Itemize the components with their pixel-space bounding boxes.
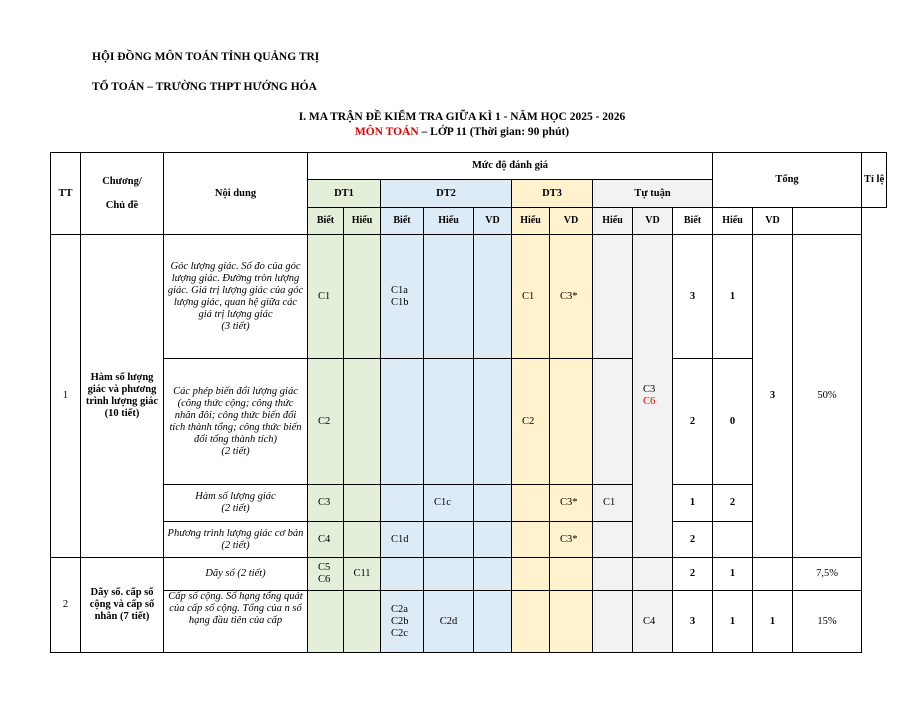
dt1-biet-header: Biết <box>308 208 344 235</box>
dt3-vd-cell: C3* <box>550 485 593 522</box>
dt2-hieu-cell <box>424 558 474 591</box>
dt3-hieu-cell <box>512 522 550 558</box>
total-hieu-cell: 1 <box>713 235 753 359</box>
dt2-biet-cell: C2a C2b C2c <box>381 591 424 653</box>
table-row <box>51 235 887 359</box>
content-description: Dãy số (2 tiết) <box>164 558 308 591</box>
table-row <box>51 558 887 591</box>
assessment-matrix-table <box>50 152 887 653</box>
dt3-hieu-header: Hiểu <box>512 208 550 235</box>
tutuan-hieu-header: Hiểu <box>593 208 633 235</box>
col-chapter-header: Chương/ Chủ đề <box>81 153 164 235</box>
tutuan-vd-cell: C4 <box>633 591 673 653</box>
group-tu-tuan: Tự tuận <box>593 180 713 208</box>
total-biet-cell: 1 <box>673 485 713 522</box>
content-description: Phương trình lượng giác cơ bản (2 tiết) <box>164 522 308 558</box>
dt3-vd-cell <box>550 359 593 485</box>
row-number: 2 <box>51 558 81 653</box>
dt3-hieu-cell: C1 <box>512 235 550 359</box>
col-content-header: Nội dung <box>164 153 308 235</box>
content-description: Hàm số lượng giác (2 tiết) <box>164 485 308 522</box>
dt1-hieu-cell <box>344 522 381 558</box>
dt3-vd-cell <box>550 591 593 653</box>
chapter-name: Hàm số lượng giác và phương trình lượng giác (10 tiết) <box>81 235 164 558</box>
dt2-vd-cell <box>474 591 512 653</box>
dt2-hieu-cell <box>424 235 474 359</box>
total-biet-cell: 2 <box>673 522 713 558</box>
ratio-cell: 15% <box>793 591 862 653</box>
dt3-vd-cell: C3* <box>550 235 593 359</box>
row-number: 1 <box>51 235 81 558</box>
content-description: Góc lượng giác. Số đo của góc lượng giác. Đường tròn lượng giác. Giá trị lượng giác của góc lượng giác, quan hệ giữa các giá trị lượng giác (3 tiết) <box>164 235 308 359</box>
dt2-hieu-cell: C2d <box>424 591 474 653</box>
dt1-hieu-cell <box>344 235 381 359</box>
group-dt2: DT2 <box>381 180 512 208</box>
dt1-hieu-cell <box>344 485 381 522</box>
total-biet-cell: 2 <box>673 359 713 485</box>
dt1-hieu-header: Hiểu <box>344 208 381 235</box>
total-vd-cell: 3 <box>753 235 793 558</box>
dt2-vd-cell <box>474 558 512 591</box>
tutuan-hieu-cell: C1 <box>593 485 633 522</box>
tutuan-hieu-cell <box>593 558 633 591</box>
total-hieu-cell: 2 <box>713 485 753 522</box>
tutuan-hieu-cell <box>593 359 633 485</box>
total-vd-cell <box>753 558 793 591</box>
group-dt3: DT3 <box>512 180 593 208</box>
dt2-vd-cell <box>474 359 512 485</box>
dt3-hieu-cell <box>512 485 550 522</box>
dt2-biet-cell <box>381 359 424 485</box>
total-hieu-cell: 1 <box>713 558 753 591</box>
dt2-biet-cell <box>381 485 424 522</box>
dt1-biet-cell: C3 <box>308 485 344 522</box>
dt1-biet-cell: C4 <box>308 522 344 558</box>
dt1-hieu-cell <box>344 359 381 485</box>
total-hieu-cell: 1 <box>713 591 753 653</box>
dt2-biet-cell <box>381 558 424 591</box>
dt2-hieu-cell <box>424 522 474 558</box>
dt2-biet-cell: C1a C1b <box>381 235 424 359</box>
tutuan-vd-cell <box>633 235 673 558</box>
dt3-hieu-cell <box>512 591 550 653</box>
total-hieu-cell: 0 <box>713 359 753 485</box>
dt1-hieu-cell <box>344 591 381 653</box>
tutuan-vd-header: VD <box>633 208 673 235</box>
ratio-header: Tỉ lệ <box>862 153 887 208</box>
dt1-biet-cell: C2 <box>308 359 344 485</box>
document-title: I. MA TRẬN ĐỀ KIỂM TRA GIỮA KÌ 1 - NĂM HỌC 2025 - 2026 <box>298 111 626 123</box>
subtitle-rest: – LỚP 11 (Thời gian: 90 phút) <box>418 126 570 138</box>
total-biet-header: Biết <box>673 208 713 235</box>
ratio-cell: 7,5% <box>793 558 862 591</box>
dt2-hieu-header: Hiểu <box>424 208 474 235</box>
dt2-vd-header: VD <box>474 208 512 235</box>
dt3-hieu-cell <box>512 558 550 591</box>
dt3-vd-header: VD <box>550 208 593 235</box>
total-header: Tổng <box>713 153 862 208</box>
council-header: HỘI ĐỒNG MÔN TOÁN TỈNH QUẢNG TRỊ <box>92 51 320 63</box>
dt2-hieu-cell <box>424 359 474 485</box>
ratio-cell: 50% <box>793 235 862 558</box>
tutuan-vd-value: C3 <box>643 384 656 395</box>
table-row <box>51 591 887 653</box>
total-hieu-header: Hiểu <box>713 208 753 235</box>
dt2-vd-cell <box>474 522 512 558</box>
total-vd-header: VD <box>753 208 793 235</box>
ratio-subheader <box>793 208 862 235</box>
school-header: TỔ TOÁN – TRƯỜNG THPT HƯỚNG HÓA <box>92 81 317 93</box>
dt2-vd-cell <box>474 485 512 522</box>
col-tt-header: TT <box>51 153 81 235</box>
assessment-level-header: Mức độ đánh giá <box>308 153 713 180</box>
document-subtitle <box>0 126 924 138</box>
tutuan-vd-cell <box>633 558 673 591</box>
header-row-1 <box>51 153 887 180</box>
dt2-biet-cell: C1d <box>381 522 424 558</box>
tutuan-vd-highlight: C6 <box>643 396 656 407</box>
tutuan-hieu-cell <box>593 235 633 359</box>
content-description: Các phép biến đổi lượng giác (công thức cộng; công thức nhân đôi; công thức biến đổi tích thành tổng; công thức biến đổi tổng thành tích) (2 tiết) <box>164 359 308 485</box>
dt3-vd-cell <box>550 558 593 591</box>
dt1-biet-cell: C5 C6 <box>308 558 344 591</box>
total-biet-cell: 3 <box>673 235 713 359</box>
dt2-vd-cell <box>474 235 512 359</box>
total-biet-cell: 2 <box>673 558 713 591</box>
dt1-biet-cell: C1 <box>308 235 344 359</box>
dt3-hieu-cell: C2 <box>512 359 550 485</box>
dt2-biet-header: Biết <box>381 208 424 235</box>
group-dt1: DT1 <box>308 180 381 208</box>
total-hieu-cell <box>713 522 753 558</box>
tutuan-hieu-cell <box>593 591 633 653</box>
dt3-vd-cell: C3* <box>550 522 593 558</box>
chapter-name: Dãy số. cấp số cộng và cấp số nhân (7 tiết) <box>81 558 164 653</box>
total-biet-cell: 3 <box>673 591 713 653</box>
tutuan-hieu-cell <box>593 522 633 558</box>
subject-name: MÔN TOÁN <box>354 126 419 138</box>
total-vd-cell: 1 <box>753 591 793 653</box>
dt1-biet-cell <box>308 591 344 653</box>
content-description: Cấp số cộng. Số hạng tổng quát của cấp số cộng. Tổng của n số hạng đầu tiên của cấp <box>164 591 308 653</box>
dt1-hieu-cell: C11 <box>344 558 381 591</box>
dt2-hieu-cell: C1c <box>424 485 474 522</box>
